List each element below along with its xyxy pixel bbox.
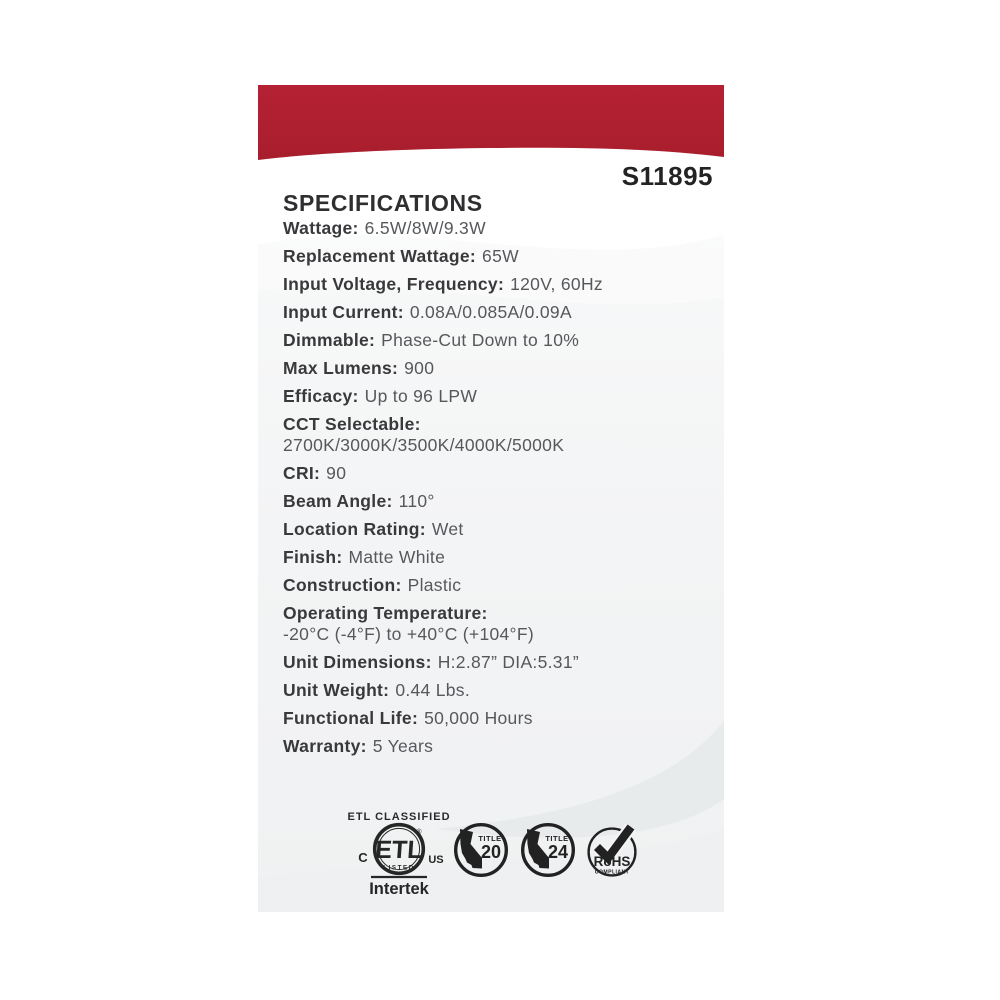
spec-value: H:2.87” DIA:5.31” — [437, 652, 579, 672]
etl-registered-mark: ® — [416, 829, 422, 836]
certifications-row — [258, 795, 724, 912]
spec-label: Unit Dimensions: — [283, 652, 432, 672]
spec-row-cri — [283, 463, 708, 484]
spec-row-efficacy — [283, 386, 708, 407]
spec-label: CRI: — [283, 463, 321, 483]
specifications-title: SPECIFICATIONS — [283, 190, 483, 216]
title-24-badge — [520, 822, 576, 878]
spec-label: Finish: — [283, 547, 343, 567]
spec-value: Wet — [431, 519, 464, 539]
spec-row-replacement-wattage — [283, 246, 708, 267]
intertek-label: Intertek — [369, 880, 429, 897]
spec-label: Input Voltage, Frequency: — [283, 274, 505, 294]
spec-row-operating-temperature — [283, 603, 708, 645]
spec-value: 90 — [326, 463, 347, 483]
spec-label: Wattage: — [283, 218, 359, 238]
etl-listed-label: LISTED — [383, 864, 415, 872]
spec-value: 65W — [482, 246, 519, 266]
spec-row-unit-dimensions — [283, 652, 708, 673]
rohs-compliant-label: COMPLIANT — [594, 869, 630, 876]
title-label: TITLE — [478, 834, 502, 843]
etl-us-mark: US — [428, 854, 444, 866]
spec-value: 0.08A/0.085A/0.09A — [409, 302, 572, 322]
product-sku: S11895 — [621, 161, 713, 191]
spec-label: Beam Angle: — [283, 491, 393, 511]
spec-value: 900 — [404, 358, 435, 378]
etl-c-mark: C — [358, 850, 368, 865]
spec-row-beam-angle — [283, 491, 708, 512]
spec-value: 2700K/3000K/3500K/4000K/5000K — [283, 435, 565, 455]
spec-row-functional-life — [283, 708, 708, 729]
rohs-label: RoHS — [593, 854, 631, 869]
brand-header-band — [258, 85, 724, 170]
spec-row-unit-weight — [283, 680, 708, 701]
rohs-badge — [583, 816, 645, 880]
spec-label: Dimmable: — [283, 330, 376, 350]
spec-label: Functional Life: — [283, 708, 419, 728]
etl-circle-icon — [374, 825, 423, 874]
spec-row-input-current — [283, 302, 708, 323]
spec-label: Input Current: — [283, 302, 404, 322]
spec-list — [283, 218, 708, 764]
spec-label: Construction: — [283, 575, 402, 595]
title-20-badge — [453, 822, 509, 878]
spec-row-wattage — [283, 218, 708, 239]
spec-value: 110° — [398, 491, 435, 511]
title-label: TITLE — [545, 834, 569, 843]
etl-heading: ETL CLASSIFIED — [347, 811, 451, 823]
spec-label: Efficacy: — [283, 386, 359, 406]
spec-row-warranty — [283, 736, 708, 757]
spec-value: 6.5W/8W/9.3W — [364, 218, 486, 238]
spec-value: 120V, 60Hz — [510, 274, 603, 294]
etl-classified-logo — [341, 801, 457, 897]
spec-row-max-lumens — [283, 358, 708, 379]
spec-value: 0.44 Lbs. — [395, 680, 471, 700]
spec-row-location-rating — [283, 519, 708, 540]
spec-label: CCT Selectable: — [283, 414, 421, 434]
spec-value: Up to 96 LPW — [364, 386, 478, 406]
etl-letters: ETL — [374, 836, 424, 864]
spec-row-construction — [283, 575, 708, 596]
spec-value: -20°C (-4°F) to +40°C (+104°F) — [283, 624, 534, 644]
spec-row-finish — [283, 547, 708, 568]
spec-value: 50,000 Hours — [424, 708, 533, 728]
spec-value: Matte White — [348, 547, 446, 567]
spec-label: Replacement Wattage: — [283, 246, 477, 266]
spec-label: Max Lumens: — [283, 358, 399, 378]
spec-label: Unit Weight: — [283, 680, 390, 700]
spec-label: Warranty: — [283, 736, 367, 756]
spec-row-dimmable — [283, 330, 708, 351]
spec-sheet — [258, 85, 724, 912]
spec-value: 5 Years — [372, 736, 434, 756]
title-number: 24 — [547, 842, 569, 862]
spec-label: Operating Temperature: — [283, 603, 488, 623]
spec-row-input-voltage-frequency — [283, 274, 708, 295]
spec-label: Location Rating: — [283, 519, 426, 539]
spec-value: Phase-Cut Down to 10% — [381, 330, 580, 350]
spec-value: Plastic — [407, 575, 462, 595]
spec-row-cct-selectable — [283, 414, 708, 456]
title-number: 20 — [480, 842, 502, 862]
